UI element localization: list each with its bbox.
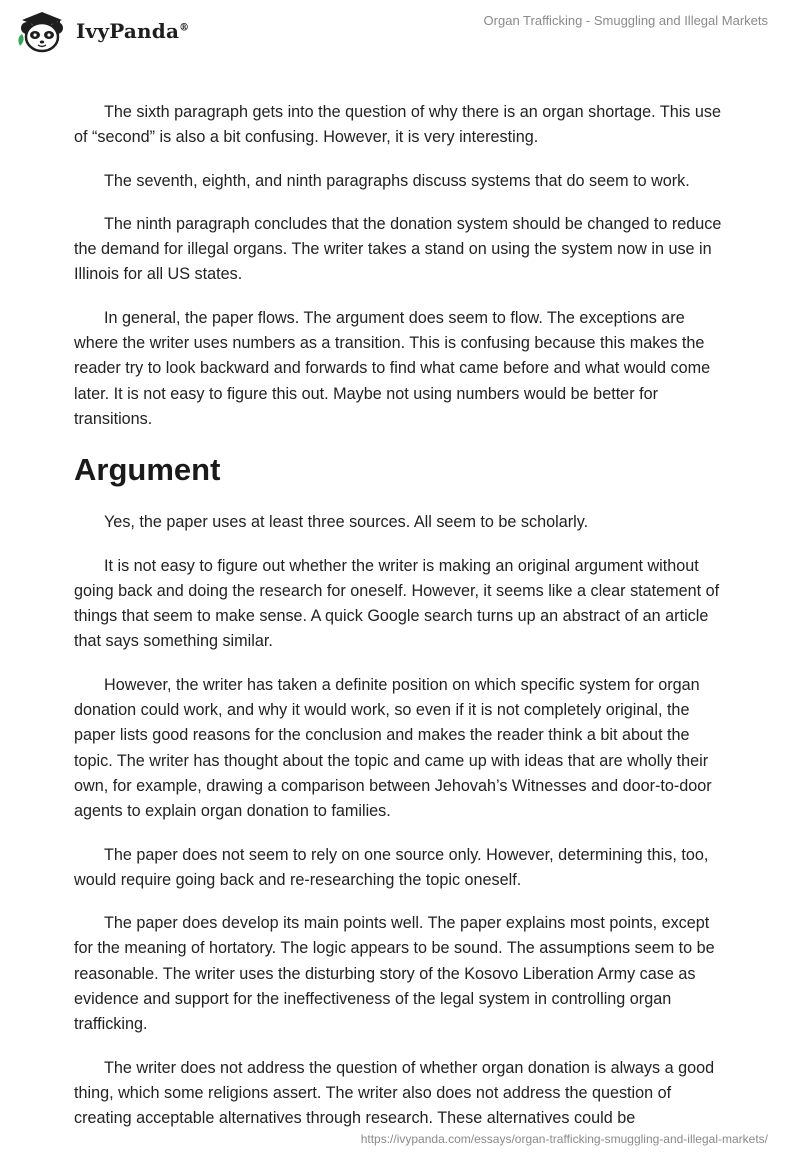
- paragraph: It is not easy to figure out whether the writer is making an original argument without going back and doing the research for oneself. However, it seems like a clear statement of things that seem to make sense. A quick Google search turns up an abstract of an article that says something similar.: [74, 556, 720, 651]
- page-header: [0, 0, 800, 60]
- ivypanda-logo[interactable]: [14, 8, 189, 54]
- paragraph: Yes, the paper uses at least three sources. All seem to be scholarly.: [104, 513, 589, 532]
- document-title: Organ Trafficking - Smuggling and Illegal Markets: [483, 13, 768, 28]
- panda-logo-icon: [14, 8, 70, 54]
- paragraph: However, the writer has taken a definite position on which specific system for organ donation could work, and why it would work, so even if it is not completely original, the paper lists good reasons for the conclusion and makes the reader think a bit about the topic. The writer has thought about the topic and came up with ideas that are wholly their own, for example, drawing a comparison between Jehovah’s Witnesses and door-to-door agents to explain organ donation to families.: [74, 675, 712, 821]
- paragraph: The paper does develop its main points well. The paper explains most points, except for the meaning of hortatory. The logic appears to be sound. The assumptions seem to be reasonable. The writer uses the disturbing story of the Kosovo Liberation Army case as evidence and support for the ineffectiveness of the legal system in controlling organ trafficking.: [74, 914, 715, 1034]
- essay-content: [74, 100, 730, 1150]
- paragraph: The seventh, eighth, and ninth paragraphs discuss systems that do seem to work.: [104, 171, 690, 190]
- logo-text: IvyPanda®: [76, 19, 190, 43]
- source-url[interactable]: https://ivypanda.com/essays/organ-trafficking-smuggling-and-illegal-markets/: [360, 1132, 768, 1146]
- paragraph: The ninth paragraph concludes that the donation system should be changed to reduce the demand for illegal organs. The writer takes a stand on using the system now in use in Illinois for all US states.: [74, 214, 722, 284]
- paragraph: The writer does not address the question of whether organ donation is always a good thing, which some religions assert. The writer also does not address the question of creating acceptable alternatives through research. These alternatives could be: [74, 1058, 715, 1128]
- paragraph: The paper does not seem to rely on one source only. However, determining this, too, would require going back and re-researching the topic oneself.: [74, 845, 709, 889]
- section-heading-argument: Argument: [74, 452, 221, 488]
- paragraph: In general, the paper flows. The argument does seem to flow. The exceptions are where the writer uses numbers as a transition. This is confusing because this makes the reader try to look backward and forwards to find what came before and what would come later. It is not easy to figure this out. Maybe not using numbers would be better for transitions.: [74, 308, 711, 428]
- paragraph: The sixth paragraph gets into the question of why there is an organ shortage. This use of “second” is also a bit confusing. However, it is very interesting.: [74, 103, 721, 147]
